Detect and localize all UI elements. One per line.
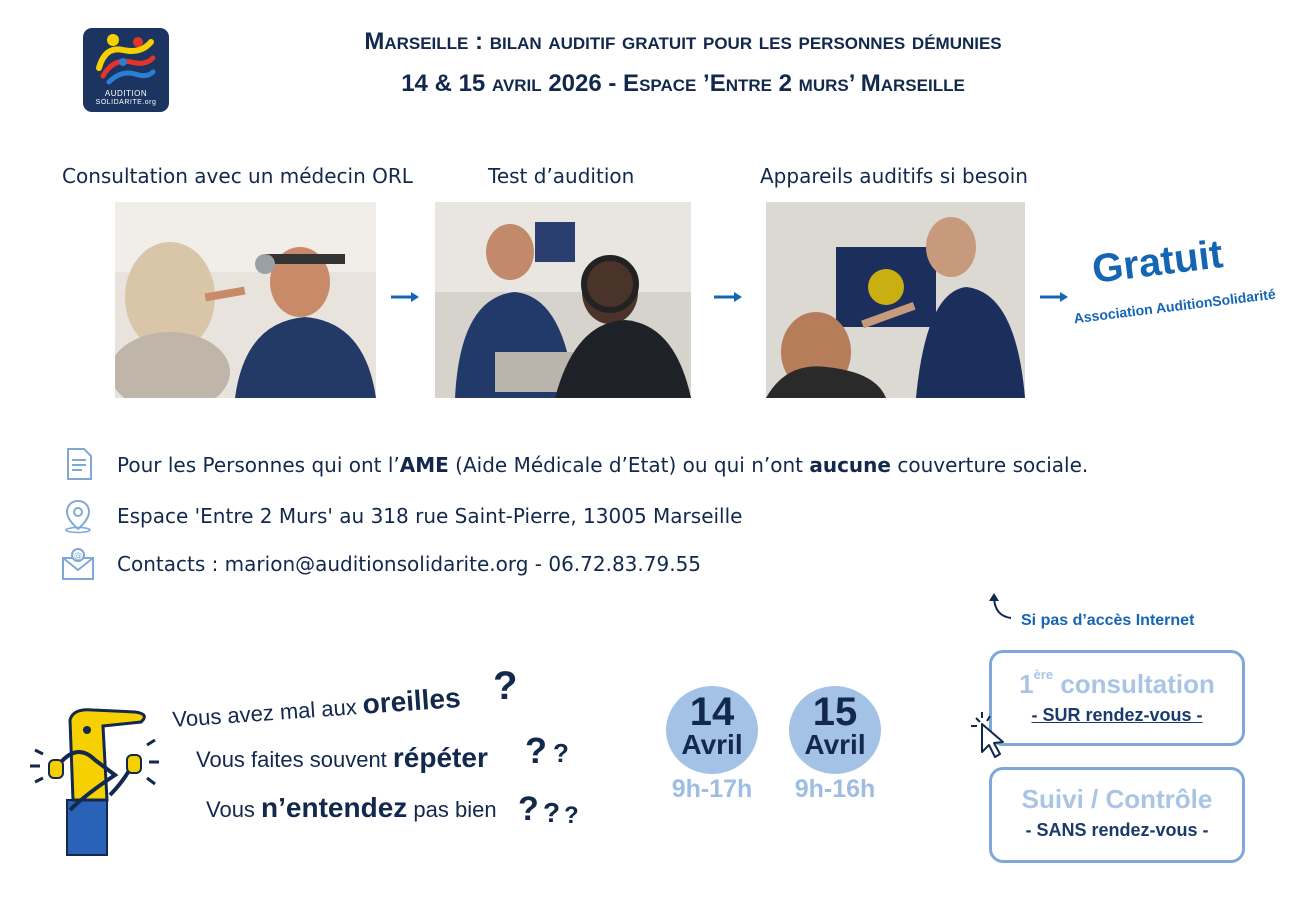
location-pin-icon	[60, 498, 96, 534]
internet-hint-text: Si pas d’accès Internet	[1021, 612, 1195, 629]
question-earache: Vous avez mal aux oreilles	[171, 681, 462, 733]
date-circle	[789, 686, 881, 774]
question-mark-icon: ?	[493, 664, 518, 708]
followup-box	[989, 767, 1245, 863]
arrow-right-icon	[712, 289, 744, 305]
date-day: 14	[689, 690, 735, 734]
step-label-test: Test d’audition	[488, 164, 635, 188]
followup-title: Suivi / Contrôle	[1021, 784, 1213, 814]
date-circle	[666, 686, 758, 774]
question-mark-icon: ?	[543, 797, 561, 828]
cursor-click-icon	[968, 710, 1008, 760]
question-hearing: Vous n’entendez pas bien	[206, 792, 497, 823]
step-label-appareils: Appareils auditifs si besoin	[760, 164, 1028, 188]
logo-text-solidarite: SOLIDARITE.org	[95, 99, 157, 106]
logo-figures-icon	[83, 28, 169, 90]
svg-text:@: @	[74, 551, 82, 560]
photo-orl-consultation	[115, 202, 376, 398]
eligibility-text: Pour les Personnes qui ont l’AME (Aide Médicale d’Etat) ou qui n’ont aucune couverture sociale.	[117, 453, 1089, 477]
arrow-right-icon	[389, 289, 421, 305]
document-icon	[60, 446, 96, 482]
page-title: Marseille : bilan auditif gratuit pour les personnes démunies	[364, 28, 1002, 55]
curved-arrow-icon	[985, 590, 1015, 622]
date-month: Avril	[681, 729, 743, 760]
first-consultation-title: 1ère consultation	[1019, 667, 1215, 699]
question-repeat: Vous faites souvent répéter	[196, 742, 488, 773]
photo-hearing-test	[435, 202, 691, 398]
date-hours: 9h-16h	[794, 775, 876, 803]
question-mark-icon: ?	[564, 802, 579, 829]
email-envelope-icon	[60, 546, 96, 582]
question-mark-icon: ?	[525, 730, 547, 771]
gratuit-organization: Association AuditionSolidarité	[1072, 285, 1277, 327]
audition-solidarite-logo	[83, 28, 169, 112]
first-consultation-box[interactable]	[989, 650, 1245, 746]
gratuit-label: Gratuit	[1089, 232, 1226, 292]
photo-hearing-aid-fitting	[766, 202, 1025, 398]
page-subtitle: 14 & 15 avril 2026 - Espace ’Entre 2 murs’ Marseille	[401, 70, 965, 97]
question-mark-icon: ?	[518, 790, 539, 828]
address-text: Espace 'Entre 2 Murs' au 318 rue Saint-Pierre, 13005 Marseille	[117, 504, 743, 528]
date-month: Avril	[804, 729, 866, 760]
followup-subtitle: - SANS rendez-vous -	[1025, 820, 1209, 840]
date-hours: 9h-17h	[671, 775, 753, 803]
arrow-right-icon	[1038, 289, 1070, 305]
date-day: 15	[812, 690, 858, 734]
question-mark-icon: ?	[553, 738, 569, 768]
logo-text-audition: AUDITION	[104, 89, 148, 98]
cartoon-person-illustration	[15, 700, 165, 860]
step-label-consultation: Consultation avec un médecin ORL	[62, 164, 413, 188]
contact-text: Contacts : marion@auditionsolidarite.org - 06.72.83.79.55	[117, 552, 702, 576]
appointment-link[interactable]: - SUR rendez-vous -	[1031, 705, 1203, 725]
